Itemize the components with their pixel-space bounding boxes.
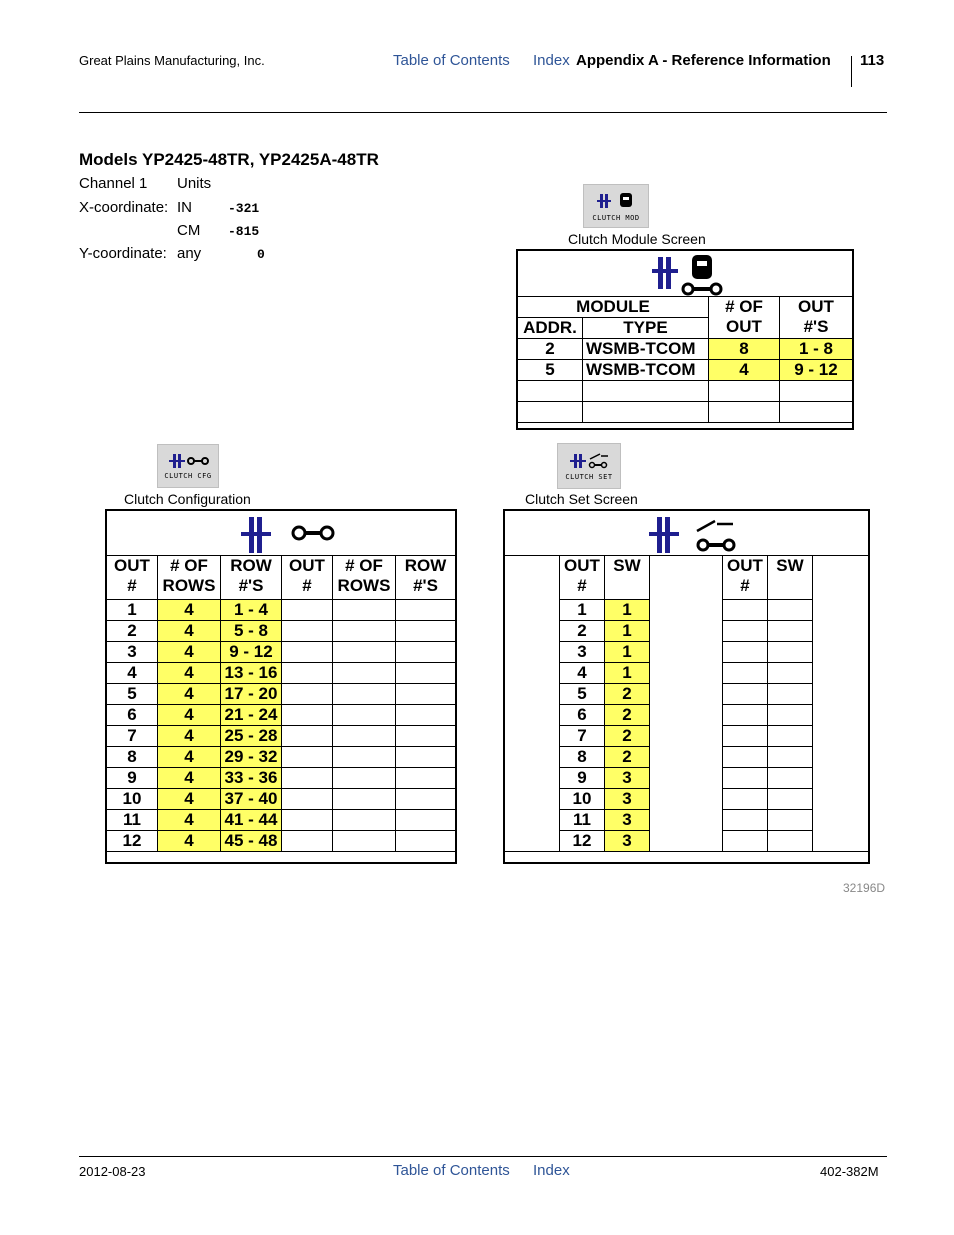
spacer-cell xyxy=(813,684,869,705)
config-out-2 xyxy=(282,642,333,663)
config-out-2 xyxy=(282,747,333,768)
config-row-range-2 xyxy=(396,600,456,621)
set-switch-2 xyxy=(768,663,813,684)
page-number: 113 xyxy=(860,52,885,69)
table-row xyxy=(107,726,456,747)
table-row xyxy=(107,642,456,663)
config-out: 7 xyxy=(107,726,158,747)
table-row xyxy=(518,360,853,381)
out-header: OUT # xyxy=(107,556,158,600)
config-row-count: 4 xyxy=(158,642,221,663)
set-out-2 xyxy=(723,831,768,852)
set-out: 9 xyxy=(560,768,605,789)
units-label: Units xyxy=(177,175,212,192)
config-row-count-2 xyxy=(333,705,396,726)
spacer-cell xyxy=(813,726,869,747)
config-row-count-2 xyxy=(333,600,396,621)
spacer-cell xyxy=(505,831,560,852)
config-row-count-2 xyxy=(333,621,396,642)
table-row xyxy=(107,789,456,810)
table-row xyxy=(505,684,869,705)
set-switch: 1 xyxy=(605,621,650,642)
module-addr: 5 xyxy=(518,360,583,381)
clutch-module-table xyxy=(517,296,853,423)
clutch-module-button[interactable] xyxy=(583,184,649,228)
spacer-col-2 xyxy=(650,556,723,600)
table-row xyxy=(107,621,456,642)
clutch-config-icon xyxy=(167,452,209,470)
table-row xyxy=(518,339,853,360)
clutch-config-button[interactable] xyxy=(157,444,219,488)
clutch-set-button[interactable] xyxy=(557,443,621,489)
config-row-range-2 xyxy=(396,663,456,684)
config-row-count-2 xyxy=(333,663,396,684)
config-row-count-2 xyxy=(333,768,396,789)
config-out-2 xyxy=(282,768,333,789)
config-out-2 xyxy=(282,810,333,831)
set-out: 5 xyxy=(560,684,605,705)
config-row-range: 9 - 12 xyxy=(221,642,282,663)
module-out-range: 1 - 8 xyxy=(780,339,853,360)
clutch-config-caption: Clutch Configuration xyxy=(124,491,251,507)
spacer-cell xyxy=(505,663,560,684)
type-header: TYPE xyxy=(583,318,709,339)
config-row-range-2 xyxy=(396,684,456,705)
table-row xyxy=(107,810,456,831)
spacer-cell xyxy=(813,810,869,831)
config-row-range: 17 - 20 xyxy=(221,684,282,705)
rows-header-2: # OF ROWS xyxy=(333,556,396,600)
in-label: IN xyxy=(177,199,192,216)
config-row-count-2 xyxy=(333,642,396,663)
set-out-2 xyxy=(723,600,768,621)
spacer-cell xyxy=(650,663,723,684)
module-type: WSMB-TCOM xyxy=(583,360,709,381)
set-switch: 1 xyxy=(605,642,650,663)
config-row-count: 4 xyxy=(158,789,221,810)
table-row xyxy=(107,684,456,705)
config-row-range: 25 - 28 xyxy=(221,726,282,747)
set-out: 2 xyxy=(560,621,605,642)
out-header: OUT # xyxy=(560,556,605,600)
set-switch: 1 xyxy=(605,663,650,684)
module-type: WSMB-TCOM xyxy=(583,339,709,360)
table-row xyxy=(107,663,456,684)
config-row-count-2 xyxy=(333,810,396,831)
set-out: 6 xyxy=(560,705,605,726)
row-nums-header-2: ROW #'S xyxy=(396,556,456,600)
footer-date: 2012-08-23 xyxy=(79,1164,146,1179)
clutch-set-screen-icon xyxy=(645,513,745,557)
set-out-2 xyxy=(723,726,768,747)
appendix-title: Appendix A - Reference Information xyxy=(576,52,831,69)
spacer-cell xyxy=(813,789,869,810)
config-row-range: 33 - 36 xyxy=(221,768,282,789)
set-switch-2 xyxy=(768,642,813,663)
figure-id: 32196D xyxy=(843,881,886,895)
set-out-2 xyxy=(723,642,768,663)
config-out-2 xyxy=(282,789,333,810)
table-row xyxy=(505,747,869,768)
config-row-range-2 xyxy=(396,621,456,642)
spacer-cell xyxy=(505,705,560,726)
set-out-2 xyxy=(723,663,768,684)
config-row-range: 37 - 40 xyxy=(221,789,282,810)
sw-header: SW xyxy=(605,556,650,600)
spacer-cell xyxy=(505,642,560,663)
set-out: 11 xyxy=(560,810,605,831)
module-out-count: 8 xyxy=(709,339,780,360)
spacer-cell xyxy=(505,747,560,768)
set-switch-2 xyxy=(768,621,813,642)
config-row-range: 41 - 44 xyxy=(221,810,282,831)
clutch-module-button-label: CLUTCH MOD xyxy=(592,214,640,222)
out-nums-header: OUT #'S xyxy=(780,297,853,339)
clutch-config-table xyxy=(106,555,456,852)
spacer-cell xyxy=(650,831,723,852)
set-switch: 3 xyxy=(605,810,650,831)
config-out: 4 xyxy=(107,663,158,684)
config-out: 10 xyxy=(107,789,158,810)
config-out: 2 xyxy=(107,621,158,642)
table-row xyxy=(505,621,869,642)
cm-label: CM xyxy=(177,222,201,239)
set-switch: 1 xyxy=(605,600,650,621)
module-out-range: 9 - 12 xyxy=(780,360,853,381)
spacer-cell xyxy=(650,621,723,642)
spacer-cell xyxy=(813,705,869,726)
set-out-2 xyxy=(723,705,768,726)
table-row xyxy=(505,642,869,663)
set-out-2 xyxy=(723,684,768,705)
spacer-col-3 xyxy=(813,556,869,600)
set-switch-2 xyxy=(768,705,813,726)
header-rule xyxy=(79,112,887,113)
set-switch-2 xyxy=(768,789,813,810)
spacer-cell xyxy=(813,831,869,852)
table-row xyxy=(107,600,456,621)
config-row-count-2 xyxy=(333,726,396,747)
config-out: 11 xyxy=(107,810,158,831)
channel-label: Channel 1 xyxy=(79,175,148,192)
section-title: Models YP2425-48TR, YP2425A-48TR xyxy=(79,150,379,169)
config-row-count: 4 xyxy=(158,831,221,852)
module-addr: 2 xyxy=(518,339,583,360)
set-out: 8 xyxy=(560,747,605,768)
config-row-count: 4 xyxy=(158,600,221,621)
set-switch: 2 xyxy=(605,684,650,705)
rows-header: # OF ROWS xyxy=(158,556,221,600)
table-row xyxy=(107,747,456,768)
clutch-module-screen-icon xyxy=(646,251,726,299)
spacer-cell xyxy=(650,768,723,789)
table-row xyxy=(107,768,456,789)
spacer-cell xyxy=(650,747,723,768)
spacer-cell xyxy=(813,747,869,768)
config-row-range-2 xyxy=(396,789,456,810)
set-out-2 xyxy=(723,621,768,642)
spacer-cell xyxy=(505,768,560,789)
set-switch: 3 xyxy=(605,831,650,852)
header-divider xyxy=(851,56,852,87)
config-out-2 xyxy=(282,705,333,726)
num-out-header: # OF OUT xyxy=(709,297,780,339)
spacer-cell xyxy=(505,684,560,705)
config-row-range-2 xyxy=(396,642,456,663)
out-header-2: OUT # xyxy=(723,556,768,600)
set-switch-2 xyxy=(768,684,813,705)
config-row-range-2 xyxy=(396,810,456,831)
config-out: 8 xyxy=(107,747,158,768)
config-out-2 xyxy=(282,600,333,621)
spacer-cell xyxy=(650,600,723,621)
set-switch: 2 xyxy=(605,747,650,768)
spacer-cell xyxy=(505,600,560,621)
set-switch: 2 xyxy=(605,705,650,726)
set-out-2 xyxy=(723,789,768,810)
config-row-range-2 xyxy=(396,831,456,852)
table-row xyxy=(505,768,869,789)
set-out-2 xyxy=(723,768,768,789)
spacer-cell xyxy=(505,810,560,831)
table-row xyxy=(505,600,869,621)
sw-header-2: SW xyxy=(768,556,813,600)
clutch-set-caption: Clutch Set Screen xyxy=(525,491,638,507)
config-out: 9 xyxy=(107,768,158,789)
config-out: 6 xyxy=(107,705,158,726)
config-row-range-2 xyxy=(396,768,456,789)
config-out: 1 xyxy=(107,600,158,621)
clutch-set-icon xyxy=(568,451,610,471)
config-out: 3 xyxy=(107,642,158,663)
config-out: 5 xyxy=(107,684,158,705)
row-nums-header: ROW #'S xyxy=(221,556,282,600)
table-row xyxy=(505,810,869,831)
spacer-cell xyxy=(650,726,723,747)
spacer-cell xyxy=(813,768,869,789)
table-row xyxy=(505,726,869,747)
table-row xyxy=(505,663,869,684)
config-row-count: 4 xyxy=(158,747,221,768)
set-out: 10 xyxy=(560,789,605,810)
config-row-count: 4 xyxy=(158,684,221,705)
document-number: 402-382M xyxy=(820,1164,879,1179)
config-out-2 xyxy=(282,684,333,705)
table-row xyxy=(505,705,869,726)
spacer-cell xyxy=(650,642,723,663)
config-row-range: 45 - 48 xyxy=(221,831,282,852)
table-row xyxy=(505,789,869,810)
clutch-set-button-label: CLUTCH SET xyxy=(565,473,613,481)
footer-rule xyxy=(79,1156,887,1157)
footer-toc-link[interactable]: Table of Contents xyxy=(393,1162,510,1179)
set-out: 12 xyxy=(560,831,605,852)
spacer-cell xyxy=(505,726,560,747)
config-row-range-2 xyxy=(396,705,456,726)
clutch-set-table xyxy=(504,555,869,852)
config-out-2 xyxy=(282,663,333,684)
footer-index-link[interactable]: Index xyxy=(533,1162,570,1179)
config-out-2 xyxy=(282,621,333,642)
config-row-count-2 xyxy=(333,747,396,768)
config-row-count: 4 xyxy=(158,621,221,642)
config-row-count: 4 xyxy=(158,705,221,726)
clutch-config-screen-icon xyxy=(235,513,335,557)
set-switch-2 xyxy=(768,747,813,768)
spacer-cell xyxy=(813,600,869,621)
config-row-range: 21 - 24 xyxy=(221,705,282,726)
config-row-count: 4 xyxy=(158,810,221,831)
set-switch: 3 xyxy=(605,789,650,810)
config-row-count: 4 xyxy=(158,726,221,747)
set-out-2 xyxy=(723,810,768,831)
table-row xyxy=(518,381,853,402)
x-in-value: -321 xyxy=(228,201,260,216)
table-row xyxy=(107,705,456,726)
config-row-range: 5 - 8 xyxy=(221,621,282,642)
config-out-2 xyxy=(282,726,333,747)
config-row-range-2 xyxy=(396,747,456,768)
config-row-count-2 xyxy=(333,684,396,705)
toc-link[interactable]: Table of Contents xyxy=(393,52,510,69)
config-row-range-2 xyxy=(396,726,456,747)
any-label: any xyxy=(177,245,202,262)
x-coordinate-label: X-coordinate: xyxy=(79,199,169,216)
set-out: 1 xyxy=(560,600,605,621)
config-row-count-2 xyxy=(333,831,396,852)
spacer-cell xyxy=(650,789,723,810)
spacer-cell xyxy=(505,789,560,810)
set-switch-2 xyxy=(768,810,813,831)
table-row xyxy=(518,402,853,423)
set-switch: 2 xyxy=(605,726,650,747)
spacer-cell xyxy=(505,621,560,642)
config-row-range: 29 - 32 xyxy=(221,747,282,768)
spacer-cell xyxy=(813,663,869,684)
module-header: MODULE xyxy=(518,297,709,318)
spacer-cell xyxy=(813,642,869,663)
clutch-config-button-label: CLUTCH CFG xyxy=(164,472,212,480)
addr-header: ADDR. xyxy=(518,318,583,339)
clutch-module-icon xyxy=(596,190,636,212)
spacer-cell xyxy=(650,705,723,726)
spacer-col xyxy=(505,556,560,600)
x-cm-value: -815 xyxy=(228,224,260,239)
table-row xyxy=(505,831,869,852)
out-header-2: OUT # xyxy=(282,556,333,600)
set-out: 4 xyxy=(560,663,605,684)
module-out-count: 4 xyxy=(709,360,780,381)
company-name: Great Plains Manufacturing, Inc. xyxy=(79,53,265,68)
index-link[interactable]: Index xyxy=(533,52,570,69)
y-coordinate-label: Y-coordinate: xyxy=(79,245,167,262)
spacer-cell xyxy=(650,684,723,705)
config-out: 12 xyxy=(107,831,158,852)
config-row-range: 13 - 16 xyxy=(221,663,282,684)
set-out: 3 xyxy=(560,642,605,663)
config-row-count: 4 xyxy=(158,663,221,684)
set-switch-2 xyxy=(768,831,813,852)
config-row-count-2 xyxy=(333,789,396,810)
set-out-2 xyxy=(723,747,768,768)
config-row-range: 1 - 4 xyxy=(221,600,282,621)
spacer-cell xyxy=(813,621,869,642)
config-row-count: 4 xyxy=(158,768,221,789)
config-out-2 xyxy=(282,831,333,852)
set-switch-2 xyxy=(768,600,813,621)
clutch-module-caption: Clutch Module Screen xyxy=(568,231,706,247)
set-switch-2 xyxy=(768,768,813,789)
table-row xyxy=(107,831,456,852)
set-out: 7 xyxy=(560,726,605,747)
spacer-cell xyxy=(650,810,723,831)
set-switch: 3 xyxy=(605,768,650,789)
y-value: 0 xyxy=(257,247,265,262)
set-switch-2 xyxy=(768,726,813,747)
